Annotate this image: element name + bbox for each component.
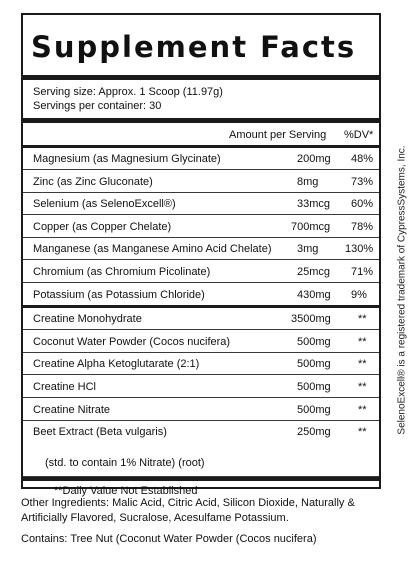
nutrient-name: Creatine Nitrate [33, 404, 111, 416]
nutrient-amount: 8mg [297, 176, 319, 188]
nutrient-amount: 430mg [297, 289, 331, 301]
nutrient-row-vitamin [23, 171, 379, 193]
trademark-note: SelenoExcell® is a registered trademark of CypressSystems, Inc. [396, 145, 408, 435]
nutrient-row-other [23, 399, 379, 421]
nutrient-name: Copper (as Copper Chelate) [33, 221, 172, 233]
dv-note: **Daily Value Not Established [54, 485, 198, 497]
nutrient-row-vitamin [23, 193, 379, 215]
nutrient-dv: 9% [351, 289, 367, 301]
nutrient-amount: 500mg [297, 336, 331, 348]
nutrient-name: Selenium (as SelenoExcell®) [33, 198, 176, 210]
nutrient-amount: 200mg [297, 153, 331, 165]
nutrient-row-other [23, 308, 379, 330]
nutrient-amount: 33mcg [297, 198, 331, 210]
panel-title: Supplement Facts [31, 30, 357, 64]
nutrient-dv: ** [358, 358, 367, 370]
nutrient-amount: 3mg [297, 243, 319, 255]
servings-per-container: Servings per container: 30 [33, 100, 162, 112]
nutrient-name: Coconut Water Powder (Cocos nucifera) [33, 336, 231, 348]
amount-per-serving-header: Amount per Serving [229, 129, 327, 141]
nutrient-amount: 500mg [297, 358, 331, 370]
serving-divider [23, 118, 379, 123]
nutrient-row-vitamin [23, 238, 379, 260]
supplement-facts-panel [21, 13, 381, 497]
nutrient-dv: 130% [345, 243, 374, 255]
nutrient-row-vitamin [23, 261, 379, 283]
nutrient-name: Creatine Alpha Ketoglutarate (2:1) [33, 358, 200, 370]
nutrient-dv: 73% [351, 176, 374, 188]
beet-subline: (std. to contain 1% Nitrate) (root) [45, 457, 205, 469]
nutrient-row-other [23, 376, 379, 398]
other-ingredients-line-1: Other Ingredients: Malic Acid, Citric Acid, Silicon Dioxide, Naturally & [21, 497, 355, 509]
nutrient-name: Potassium (as Potassium Chloride) [33, 289, 205, 301]
nutrient-dv: ** [358, 313, 367, 325]
nutrient-amount: 500mg [297, 404, 331, 416]
nutrient-name: Creatine HCl [33, 381, 96, 393]
nutrient-name: Chromium (as Chromium Picolinate) [33, 266, 211, 278]
other-ingredients-line-2: Artificially Flavored, Sucralose, Acesulfame Potassium. [21, 512, 289, 524]
nutrient-dv: ** [358, 381, 367, 393]
nutrient-amount: 700mcg [291, 221, 331, 233]
footer-divider [23, 477, 379, 481]
nutrient-dv: ** [358, 336, 367, 348]
serving-info [33, 85, 223, 113]
nutrient-row-vitamin [23, 216, 379, 238]
nutrient-row-other [23, 353, 379, 375]
nutrient-name: Manganese (as Manganese Amino Acid Chelate) [33, 243, 272, 255]
nutrient-amount: 500mg [297, 381, 331, 393]
nutrient-dv: ** [358, 426, 367, 438]
nutrient-name: Zinc (as Zinc Gluconate) [33, 176, 153, 188]
nutrient-amount: 3500mg [291, 313, 331, 325]
dv-header: %DV* [344, 129, 374, 141]
nutrient-dv: 71% [351, 266, 374, 278]
serving-size: Serving size: Approx. 1 Scoop (11.97g) [33, 86, 223, 98]
nutrient-dv: 48% [351, 153, 374, 165]
nutrient-row-vitamin [23, 284, 379, 306]
nutrient-dv: ** [358, 404, 367, 416]
nutrient-name: Beet Extract (Beta vulgaris) [33, 426, 167, 438]
nutrient-amount: 250mg [297, 426, 331, 438]
nutrient-amount: 25mcg [297, 266, 331, 278]
allergen-contains: Contains: Tree Nut (Coconut Water Powder (Cocos nucifera) [21, 533, 317, 545]
other-ingredients [21, 496, 355, 526]
nutrient-row-other [23, 331, 379, 353]
nutrient-row-vitamin [23, 148, 379, 170]
nutrient-name: Creatine Monohydrate [33, 313, 142, 325]
nutrient-dv: 78% [351, 221, 374, 233]
nutrient-row-other [23, 421, 379, 443]
nutrient-dv: 60% [351, 198, 374, 210]
title-divider [23, 75, 379, 80]
nutrient-name: Magnesium (as Magnesium Glycinate) [33, 153, 221, 165]
